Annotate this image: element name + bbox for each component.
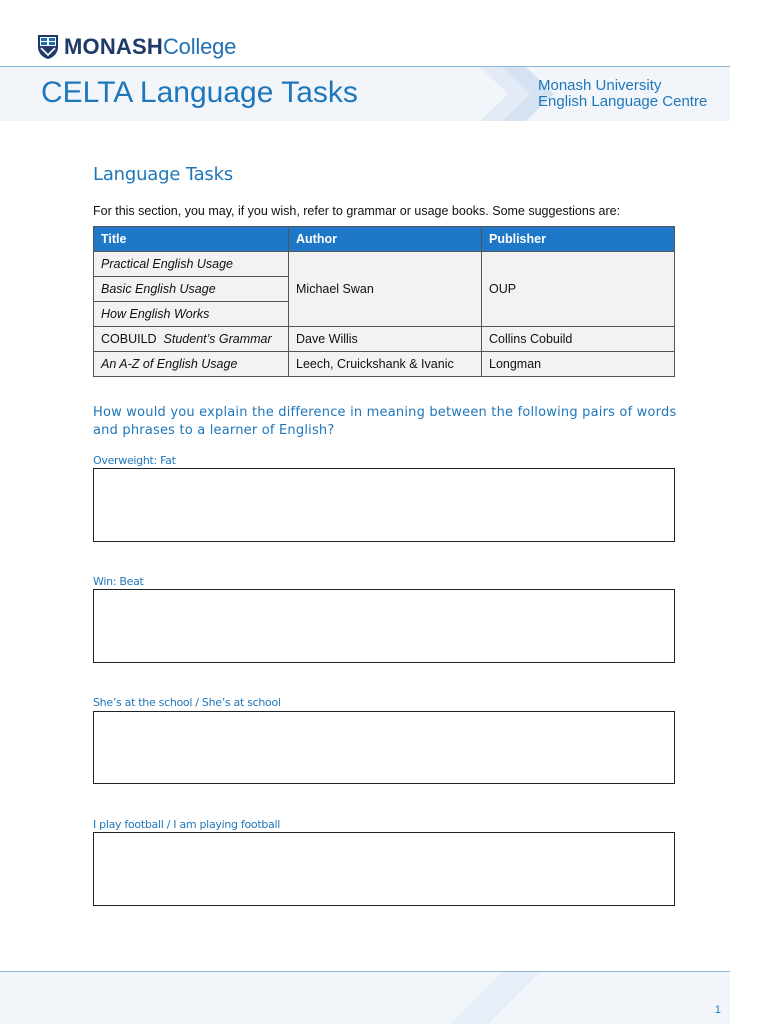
table-row [94,252,675,277]
footer-band [0,972,730,1024]
pair-label-football: I play football / I am playing football [93,818,280,831]
book-author: Dave Willis [289,327,482,352]
book-author: Michael Swan [289,252,482,327]
book-title [94,327,289,352]
book-author: Leech, Cruickshank & Ivanic [289,352,482,377]
logo [37,33,236,61]
book-title: Basic English Usage [94,277,289,302]
book-publisher: Longman [482,352,675,377]
org-line-2: English Language Centre [538,93,708,110]
organisation-name [538,78,707,110]
logo-word-college: College [162,34,237,59]
book-title-main: Student’s Grammar [163,332,272,346]
task-question: How would you explain the difference in meaning between the following pairs of words and phrases to a learner of English? [93,405,677,438]
table-row [94,327,675,352]
book-title-prefix: COBUILD [101,332,157,346]
org-line-1: Monash University [538,77,662,94]
column-header-publisher: Publisher [482,227,675,252]
crest-icon [37,34,59,60]
book-publisher: Collins Cobuild [482,327,675,352]
pair-label-school: She’s at the school / She’s at school [93,696,281,709]
document-title: CELTA Language Tasks [41,76,358,109]
answer-box-school[interactable] [93,711,675,784]
intro-text: For this section, you may, if you wish, refer to grammar or usage books. Some suggestions are: [93,204,621,218]
column-header-author: Author [289,227,482,252]
book-title: How English Works [94,302,289,327]
page-number: 1 [714,1004,721,1016]
pair-label-win-beat: Win: Beat [93,575,144,588]
book-publisher: OUP [482,252,675,327]
reference-books-table [93,226,675,377]
logo-word-monash: MONASH [64,34,163,59]
answer-box-overweight-fat[interactable] [93,468,675,542]
answer-box-football[interactable] [93,832,675,906]
section-heading: Language Tasks [93,164,233,185]
column-header-title: Title [94,227,289,252]
book-title: An A-Z of English Usage [94,352,289,377]
pair-label-overweight-fat: Overweight: Fat [93,454,176,467]
table-row [94,352,675,377]
footer-chevron-decoration [450,972,540,1024]
table-header-row [94,227,675,252]
answer-box-win-beat[interactable] [93,589,675,663]
book-title: Practical English Usage [94,252,289,277]
